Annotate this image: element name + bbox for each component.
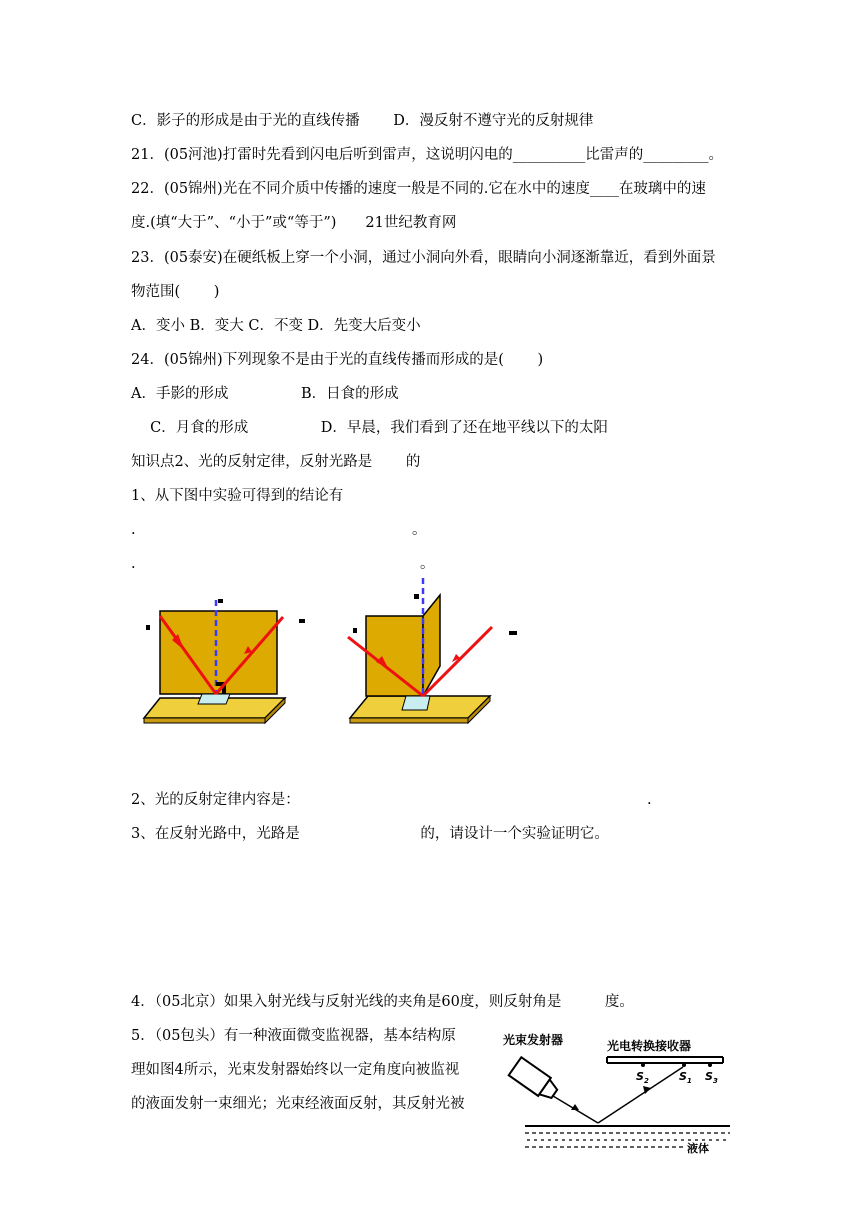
question-23-options: A．变小 B．变大 C．不变 D．先变大后变小 bbox=[131, 318, 421, 334]
option-c-d-line: C．影子的形成是由于光的直线传播 D．漫反射不遵守光的反射规律 bbox=[131, 113, 594, 129]
conclusion-line-1-end: 。 bbox=[412, 522, 427, 538]
conclusion-line-2-end: 。 bbox=[420, 556, 435, 572]
item-2-end: . bbox=[647, 792, 652, 808]
item-2: 2、光的反射定律内容是： bbox=[131, 792, 300, 808]
receiver-label: 光电转换接收器 bbox=[607, 1039, 692, 1053]
conclusion-line-1-start: . bbox=[131, 522, 136, 538]
flat-board-setup bbox=[144, 599, 305, 723]
folded-board-setup bbox=[348, 578, 492, 723]
reflection-experiment-figure bbox=[140, 570, 500, 730]
question-5-line3: 的液面发射一束细光；光束经液面反射，其反射光被 bbox=[131, 1096, 465, 1112]
question-22-line2: 度.(填“大于”、“小于”或“等于”) 21世纪教育网 bbox=[131, 215, 457, 231]
question-23-line2: 物范围( ) bbox=[131, 284, 220, 300]
knowledge-point-2: 知识点2、光的反射定律，反射光路是 的 bbox=[131, 454, 421, 470]
question-5-line1: 5．（05包头）有一种液面微变监视器，基本结构原 bbox=[131, 1028, 456, 1044]
s1-label: $S_1$ bbox=[679, 1070, 692, 1085]
emitter-label: 光束发射器 bbox=[503, 1033, 564, 1047]
question-24-options-cd: C．月食的形成 D．早晨，我们看到了还在地平线以下的太阳 bbox=[131, 420, 608, 436]
emitter-device bbox=[509, 1057, 561, 1103]
question-23-line1: 23．(05泰安)在硬纸板上穿一个小洞，通过小洞向外看，眼睛向小洞逐渐靠近，看到外面景 bbox=[131, 250, 716, 266]
question-24-options-ab: A．手影的形成 B．日食的形成 bbox=[131, 386, 399, 402]
item-1-heading: 1、从下图中实验可得到的结论有 bbox=[131, 488, 344, 504]
s2-label: $S_2$ bbox=[636, 1070, 649, 1085]
question-22-line1: 22．(05锦州)光在不同介质中传播的速度一般是不同的.它在水中的速度____在玻璃中的速 bbox=[131, 181, 706, 197]
s3-label: $S_3$ bbox=[705, 1070, 718, 1085]
figure-mark bbox=[509, 631, 517, 635]
liquid-label: 液体 bbox=[687, 1142, 709, 1155]
question-5-line2: 理如图4所示，光束发射器始终以一定角度向被监视 bbox=[131, 1062, 460, 1078]
item-3: 3、在反射光路中，光路是 的，请设计一个实验证明它。 bbox=[131, 826, 609, 842]
question-21: 21．(05河池)打雷时先看到闪电后听到雷声，这说明闪电的__________比雷声的_________。 bbox=[131, 147, 723, 163]
question-4: 4．（05北京）如果入射光线与反射光线的夹角是60度，则反射角是 度。 bbox=[131, 994, 634, 1010]
question-5-paragraph bbox=[131, 1019, 491, 1121]
question-24: 24．(05锦州)下列现象不是由于光的直线传播而形成的是( ) bbox=[131, 352, 544, 368]
liquid-monitor-figure bbox=[495, 1030, 735, 1160]
conclusion-line-2-start: . bbox=[131, 556, 136, 572]
